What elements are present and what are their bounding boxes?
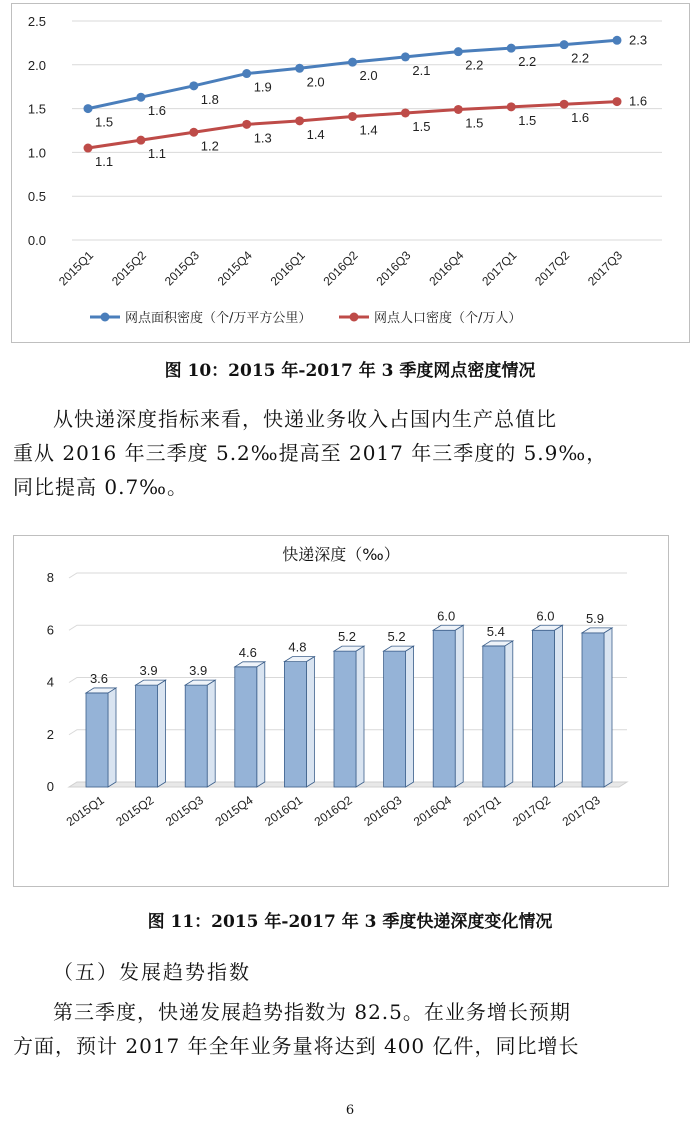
y-tick-label: 6 [46, 622, 54, 638]
data-label: 1.8 [200, 91, 219, 107]
express-depth-paragraph [13, 402, 689, 504]
data-point [507, 44, 516, 53]
bar-side [406, 646, 414, 787]
network-density-chart [11, 3, 690, 343]
figure-10-caption: 图 10：2015 年-2017 年 3 季度网点密度情况 [164, 361, 536, 381]
data-point [295, 64, 304, 73]
data-label: 5.9 [585, 610, 605, 626]
paragraph-line: 第三季度，快递发展趋势指数为 82.5。在业务增长预期 [53, 1000, 571, 1024]
bar-side [356, 646, 364, 787]
x-tick-label: 2017Q2 [532, 248, 573, 289]
x-tick-label: 2016Q3 [361, 792, 405, 829]
data-label: 5.2 [337, 629, 357, 645]
y-tick-label: 0 [46, 779, 54, 794]
bar [235, 667, 257, 787]
data-label: 2.2 [518, 54, 537, 70]
legend-marker [101, 313, 110, 322]
data-label: 1.4 [306, 126, 325, 142]
data-point [454, 47, 463, 56]
paragraph-line: 重从 2016 年三季度 5.2‰提高至 2017 年三季度的 5.9‰， [13, 441, 608, 465]
x-tick-label: 2017Q1 [479, 248, 520, 289]
data-label: 1.2 [200, 138, 219, 154]
section-heading: （五）发展趋势指数 [53, 960, 251, 984]
data-label: 1.6 [147, 103, 166, 119]
bar-side [455, 625, 463, 787]
paragraph-line: 同比提高 0.7‰。 [13, 475, 188, 499]
y-tick-label: 0.0 [27, 233, 46, 248]
figure-11-caption: 图 11：2015 年-2017 年 3 季度快递深度变化情况 [147, 912, 553, 932]
x-tick-label: 2015Q3 [161, 248, 202, 289]
data-label: 1.1 [95, 154, 114, 170]
chart-title: 快递深度（‰） [282, 545, 400, 564]
y-tick-label: 4 [46, 674, 54, 690]
data-label: 4.8 [288, 639, 307, 655]
bar [483, 646, 505, 787]
data-point [560, 100, 569, 109]
bar [334, 651, 356, 787]
data-point [348, 112, 357, 121]
x-tick-label: 2016Q1 [267, 248, 308, 289]
x-tick-label: 2016Q3 [373, 248, 414, 289]
data-label: 1.1 [147, 146, 166, 162]
y-tick-label: 0.5 [27, 189, 46, 205]
x-tick-label: 2016Q4 [410, 792, 454, 829]
data-point [84, 144, 93, 153]
data-point [613, 36, 622, 45]
express-depth-bar-chart [14, 536, 668, 886]
data-label: 4.6 [238, 644, 257, 660]
bar-side [505, 641, 513, 787]
bar-side [257, 662, 265, 787]
data-point [84, 104, 93, 113]
y-tick-label: 2 [46, 726, 54, 742]
data-label: 1.9 [253, 79, 272, 95]
data-label: 2.1 [412, 62, 431, 78]
x-tick-label: 2016Q2 [320, 248, 361, 289]
data-label: 1.6 [571, 110, 590, 126]
bar [86, 693, 108, 787]
express-depth-chart [13, 535, 669, 887]
y-tick-label: 1.0 [27, 145, 46, 161]
data-point [242, 120, 251, 129]
data-point [136, 136, 145, 145]
data-label: 5.2 [387, 629, 406, 645]
data-point [242, 69, 251, 78]
bar-side [207, 680, 215, 787]
bar [532, 630, 554, 787]
bar-side [306, 657, 314, 787]
y-tick-label: 2.5 [27, 14, 46, 29]
data-point [507, 102, 516, 111]
bar-side [108, 688, 116, 787]
y-tick-label: 8 [46, 570, 54, 585]
data-point [401, 52, 410, 61]
data-point [295, 116, 304, 125]
bar-side [554, 625, 562, 787]
data-label: 6.0 [536, 608, 555, 624]
x-tick-label: 2016Q2 [311, 792, 355, 829]
data-label: 5.4 [486, 623, 505, 639]
x-tick-label: 2016Q1 [262, 792, 306, 829]
x-tick-label: 2015Q1 [63, 792, 107, 829]
bar [384, 651, 406, 787]
data-point [189, 128, 198, 137]
x-tick-label: 2015Q2 [113, 792, 157, 829]
x-tick-label: 2015Q4 [214, 248, 255, 289]
data-label: 1.4 [359, 122, 378, 138]
data-label: 1.5 [518, 112, 537, 128]
data-label: 1.6 [629, 93, 648, 109]
data-label: 2.0 [306, 74, 325, 90]
y-tick-label: 2.0 [27, 57, 46, 73]
data-label: 1.5 [412, 118, 431, 134]
data-label: 2.3 [629, 32, 648, 48]
bar [284, 662, 306, 787]
y-tick-label: 1.5 [27, 101, 46, 117]
x-tick-label: 2017Q3 [585, 248, 626, 289]
data-point [136, 93, 145, 102]
trend-index-paragraph [13, 995, 689, 1063]
bar [582, 633, 604, 787]
x-tick-label: 2015Q2 [108, 248, 150, 289]
network-density-line-chart [12, 4, 689, 342]
paragraph-line: 方面，预计 2017 年全年业务量将达到 400 亿件，同比增长 [13, 1034, 580, 1058]
page-number: 6 [345, 1103, 355, 1118]
data-label: 2.0 [359, 68, 378, 84]
x-tick-label: 2015Q4 [212, 792, 256, 829]
data-label: 1.5 [95, 114, 114, 130]
data-label: 3.6 [89, 670, 109, 686]
legend-marker [350, 313, 359, 322]
data-point [454, 105, 463, 114]
bar [136, 685, 158, 787]
data-label: 1.5 [465, 115, 484, 131]
data-label: 2.2 [465, 57, 484, 73]
x-tick-label: 2015Q1 [56, 248, 97, 289]
data-point [560, 40, 569, 49]
paragraph-line: 从快递深度指标来看，快递业务收入占国内生产总值比 [53, 407, 557, 431]
data-point [189, 81, 198, 90]
legend-label: 网点面积密度（个/万平方公里） [125, 311, 312, 326]
data-label: 6.0 [437, 608, 456, 624]
gridline [69, 573, 627, 578]
series-line [88, 40, 617, 108]
bar-side [158, 680, 166, 787]
x-tick-label: 2017Q1 [460, 792, 504, 829]
data-point [348, 58, 357, 67]
x-tick-label: 2017Q3 [559, 792, 603, 829]
legend-label: 网点人口密度（个/万人） [374, 311, 522, 326]
data-label: 1.3 [253, 130, 272, 146]
data-point [401, 108, 410, 117]
bar [185, 685, 207, 787]
x-tick-label: 2016Q4 [426, 248, 467, 289]
data-point [613, 97, 622, 106]
x-tick-label: 2017Q2 [510, 792, 554, 829]
bar [433, 630, 455, 787]
data-label: 3.9 [139, 663, 158, 679]
data-label: 2.2 [571, 50, 590, 66]
data-label: 3.9 [189, 663, 208, 679]
bar-side [604, 628, 612, 787]
x-tick-label: 2015Q3 [162, 792, 206, 829]
